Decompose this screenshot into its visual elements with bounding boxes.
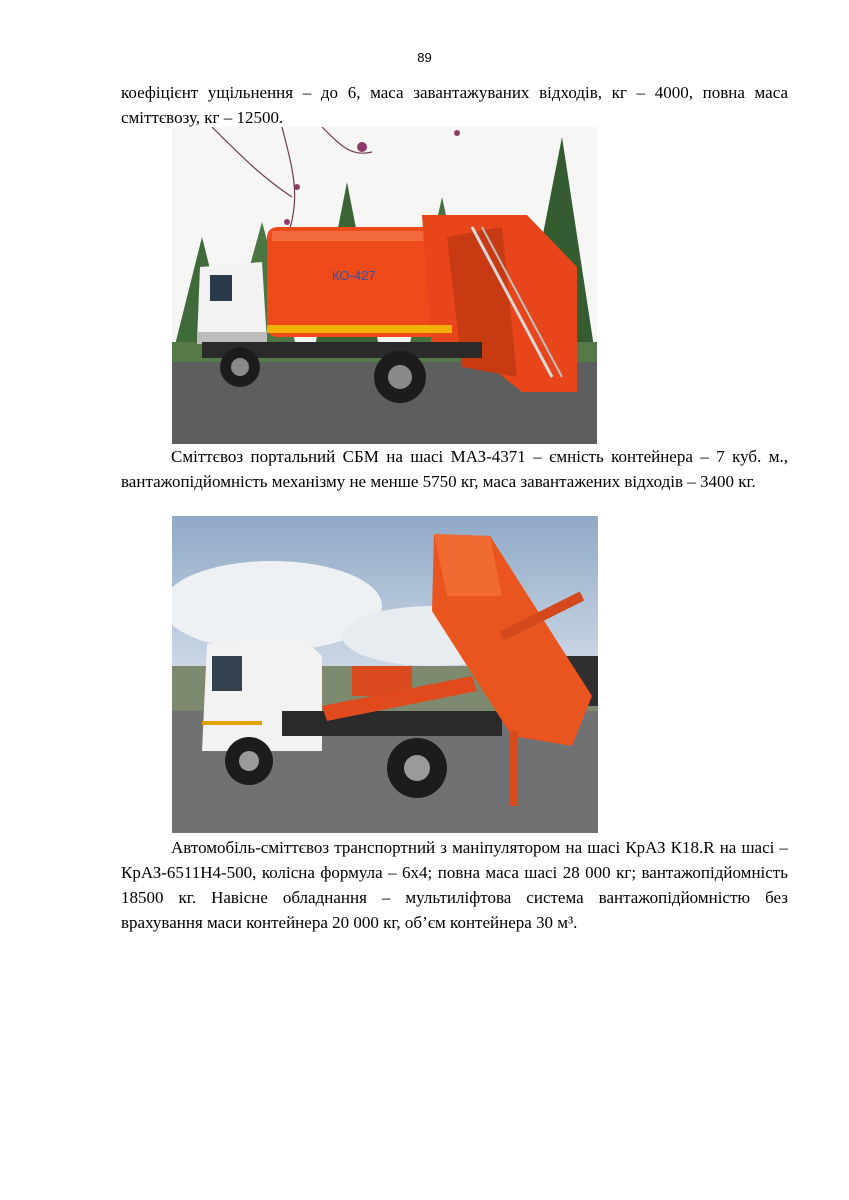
page-number: 89 [417, 50, 432, 65]
paragraph-portal-truck: Сміттєвоз портальний СБМ на шасі МАЗ-4371 – ємність контейнера – 7 куб. м., вантажопідйомність механізму не менше 5750 кг, маса завантажених відходів – 3400 кг. [121, 447, 788, 491]
paragraph-intro: коефіцієнт ущільнення – до 6, маса завантажуваних відходів, кг – 4000, повна маса сміттєвозу, кг – 12500. [121, 83, 788, 127]
paragraph-kraz-truck: Автомобіль-сміттєвоз транспортний з маніпулятором на шасі КрАЗ К18.R на шасі – КрАЗ-6511Н4-500, колісна формула – 6x4; повна маса шасі 28 000 кг; вантажопідйомність 18500 кг. Навісне обладнання – мультиліфтова система вантажопідйомністю без врахування маси контейнера 20 000 кг, об’єм контейнера 30 м³. [121, 838, 788, 932]
photo-skip-loader-truck [172, 516, 598, 833]
photo-rear-loader-garbage-truck [172, 127, 597, 444]
truck-body-text: КО-427 [332, 268, 376, 283]
